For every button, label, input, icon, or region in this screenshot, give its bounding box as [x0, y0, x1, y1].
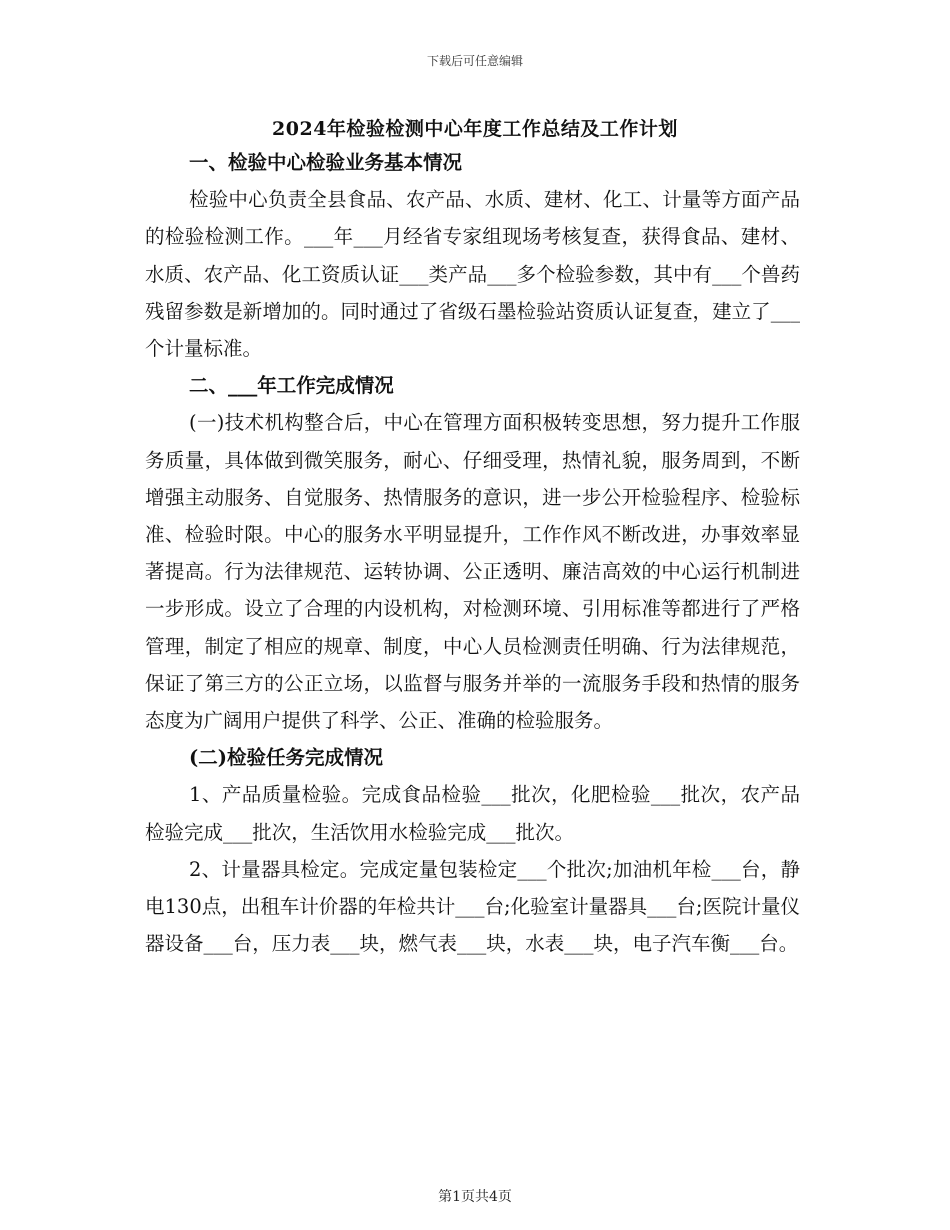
section-heading-2: 二、___年工作完成情况 [189, 374, 394, 398]
section-heading-1: 一、检验中心检验业务基本情况 [189, 151, 463, 174]
section-2-subheading: (二)检验任务完成情况 [189, 746, 383, 770]
section-1-paragraph: 检验中心负责全县食品、农产品、水质、建材、化工、计量等方面产品的检验检测工作。___年___月经省专家组现场考核复查，获得食品、建材、水质、农产品、化工资质认证___类产品___多个检验参数，其中有___个兽药残留参数是新增加的。同时通过了省级石墨检验站资质认证复查，建立了___个计量标准。 [145, 188, 800, 361]
document-body [145, 144, 800, 962]
page-number: 第1页共4页 [438, 1189, 512, 1205]
section-2-item-1: 1、产品质量检验。完成食品检验___批次，化肥检验___批次，农产品检验完成___批次，生活饮用水检验完成___批次。 [145, 783, 800, 844]
document-title: 2024年检验检测中心年度工作总结及工作计划 [272, 118, 678, 140]
section-2-item-2: 2、计量器具检定。完成定量包装检定___个批次;加油机年检___台，静电130点，出租车计价器的年检共计___台;化验室计量器具___台;医院计量仪器设备___台，压力表___块，燃气表___块，水表___块，电子汽车衡___台。 [145, 857, 800, 956]
page-header-note: 下载后可任意编辑 [426, 54, 523, 68]
section-2-paragraph-1: (一)技术机构整合后，中心在管理方面积极转变思想，努力提升工作服务质量，具体做到微笑服务，耐心、仔细受理，热情礼貌，服务周到，不断增强主动服务、自觉服务、热情服务的意识，进一步公开检验程序、检验标准、检验时限。中心的服务水平明显提升，工作作风不断改进，办事效率显著提高。行为法律规范、运转协调、公正透明、廉洁高效的中心运行机制进一步形成。设立了合理的内设机构，对检测环境、引用标准等都进行了严格管理，制定了相应的规章、制度，中心人员检测责任明确、行为法律规范，保证了第三方的公正立场，以监督与服务并举的一流服务手段和热情的服务态度为广阔用户提供了科学、公正、准确的检验服务。 [145, 411, 800, 733]
